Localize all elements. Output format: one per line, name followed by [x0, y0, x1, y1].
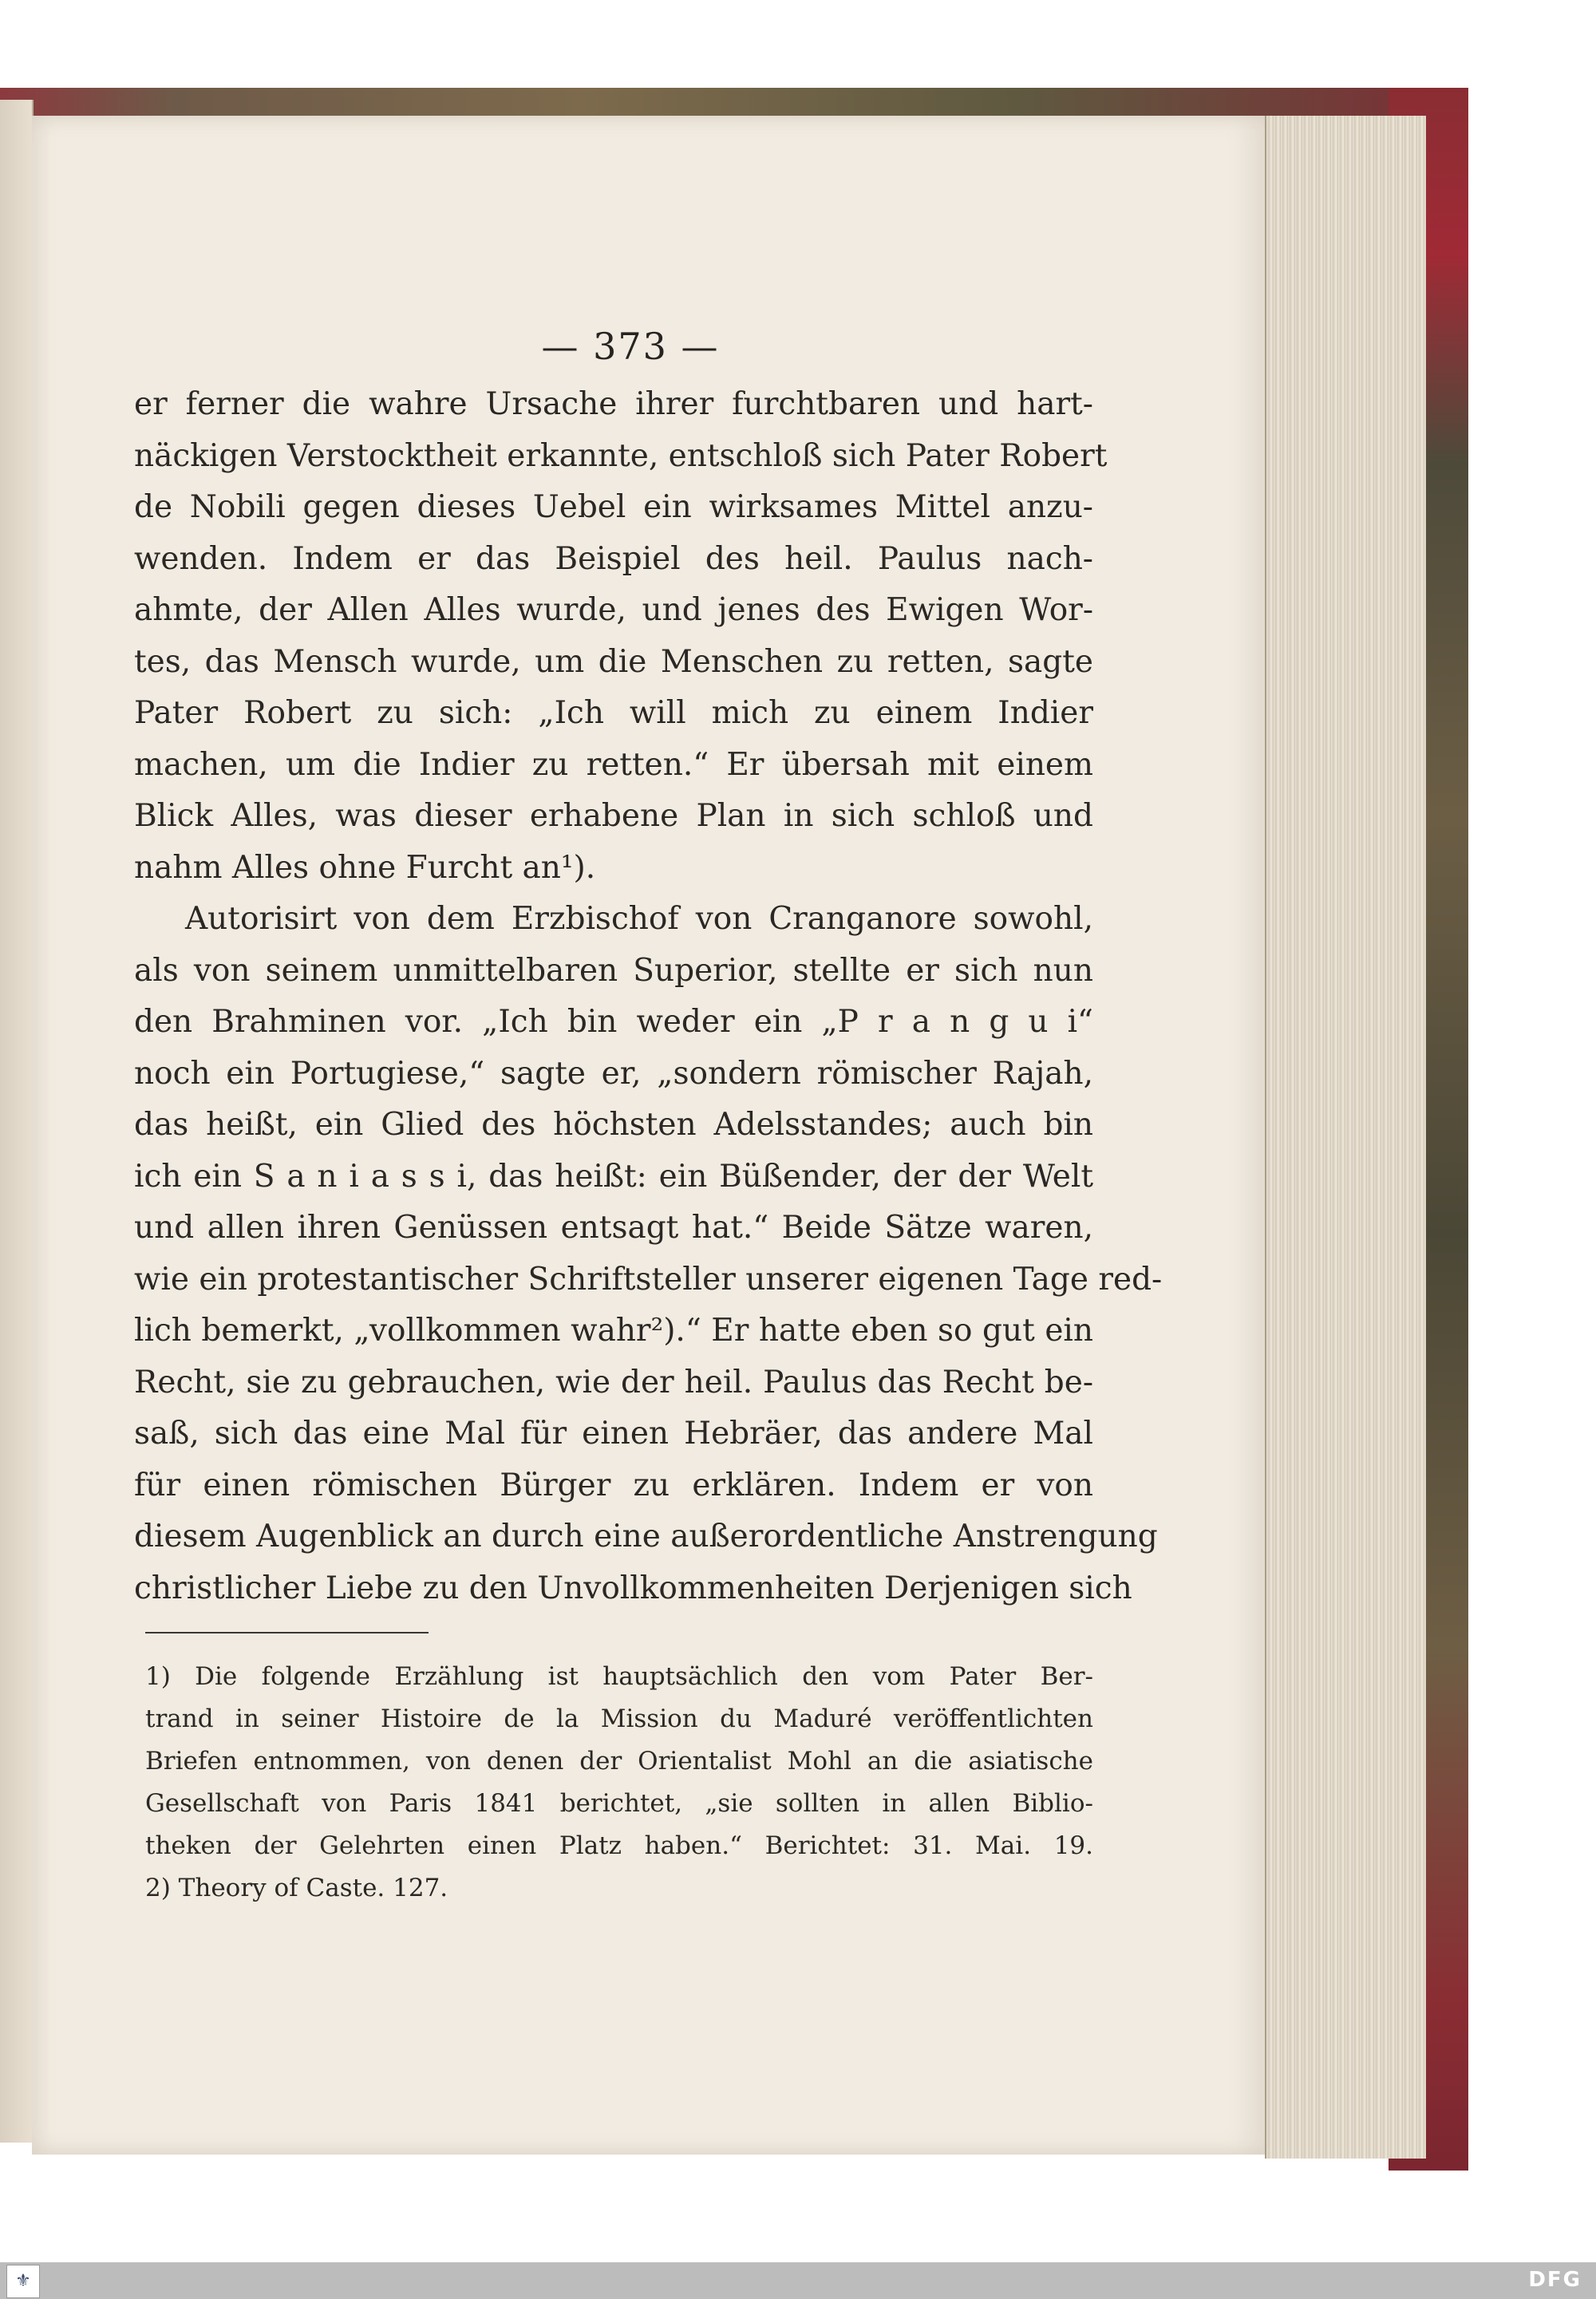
- text-line: für einen römischen Bürger zu erklären. Indem er von: [134, 1467, 1093, 1503]
- text-line: Pater Robert zu sich: „Ich will mich zu einem Indier: [134, 695, 1093, 731]
- text-line: den Brahminen vor. „Ich bin weder ein „P r a n g u i“: [134, 1004, 1093, 1040]
- page-number-header: — 373 —: [541, 325, 720, 368]
- text-line: Blick Alles, was dieser erhabene Plan in sich schloß und: [134, 798, 1093, 834]
- footnote-line: Gesellschaft von Paris 1841 berichtet, „sie sollten in allen Biblio-: [145, 1789, 1093, 1818]
- text-line: Autorisirt von dem Erzbischof von Cranganore sowohl,: [185, 901, 1093, 937]
- footnote-line: trand in seiner Histoire de la Mission du Maduré veröffentlichten: [145, 1704, 1093, 1733]
- text-line: christlicher Liebe zu den Unvollkommenheiten Derjenigen sich: [134, 1570, 1132, 1606]
- footnote-divider: [145, 1632, 429, 1633]
- text-line: noch ein Portugiese,“ sagte er, „sondern römischer Rajah,: [134, 1055, 1093, 1092]
- text-line: tes, das Mensch wurde, um die Menschen zu retten, sagte: [134, 643, 1093, 680]
- footnote-line: 1) Die folgende Erzählung ist hauptsächlich den vom Pater Ber-: [145, 1662, 1093, 1691]
- paragraph-2: [134, 894, 1163, 1614]
- text-line: wenden. Indem er das Beispiel des heil. Paulus nach-: [134, 540, 1093, 577]
- text-line: näckigen Verstocktheit erkannte, entschloß sich Pater Robert: [134, 437, 1108, 474]
- text-line: diesem Augenblick an durch eine außerordentliche Anstrengung: [134, 1519, 1158, 1554]
- text-line: ahmte, der Allen Alles wurde, und jenes des Ewigen Wor-: [134, 592, 1093, 628]
- text-line: als von seinem unmittelbaren Superior, stellte er sich nun: [134, 952, 1093, 989]
- text-line: er ferner die wahre Ursache ihrer furchtbaren und hart-: [134, 386, 1093, 422]
- text-line: und allen ihren Genüssen entsagt hat.“ Beide Sätze waren,: [134, 1210, 1093, 1246]
- paragraph-1: [134, 379, 1108, 894]
- page-stack-edge: [1265, 116, 1426, 2159]
- text-line: das heißt, ein Glied des höchsten Adelsstandes; auch bin: [134, 1107, 1093, 1143]
- footnote-line: theken der Gelehrten einen Platz haben.“ Berichtet: 31. Mai. 19.: [145, 1831, 1093, 1860]
- text-line: wie ein protestantischer Schriftsteller unserer eigenen Tage red-: [134, 1261, 1163, 1298]
- footnote-line: Briefen entnommen, von denen der Orientalist Mohl an die asiatische: [145, 1747, 1093, 1776]
- book-cover-top-edge: [0, 88, 1452, 120]
- text-line: ich ein S a n i a s s i, das heißt: ein Büßender, der der Welt: [134, 1158, 1093, 1195]
- dfg-logo: DFG: [1528, 2268, 1582, 2292]
- text-line: machen, um die Indier zu retten.“ Er übersah mit einem: [134, 746, 1093, 783]
- footnotes: [145, 1656, 1093, 1910]
- viewer-footer-bar: [0, 2262, 1596, 2299]
- text-line: de Nobili gegen dieses Uebel ein wirksames Mittel anzu-: [134, 489, 1093, 525]
- footnote-line: 2) Theory of Caste. 127.: [145, 1874, 448, 1902]
- text-line: saß, sich das eine Mal für einen Hebräer, das andere Mal: [134, 1416, 1093, 1452]
- text-line: nahm Alles ohne Furcht an¹).: [134, 849, 596, 886]
- text-line: Recht, sie zu gebrauchen, wie der heil. Paulus das Recht be-: [134, 1364, 1093, 1400]
- book-page: [32, 116, 1265, 2155]
- body-text: [134, 379, 1163, 1614]
- library-logo-icon: ⚜: [6, 2265, 40, 2298]
- text-line: lich bemerkt, „vollkommen wahr²).“ Er hatte eben so gut ein: [134, 1313, 1093, 1349]
- book-left-edge: [0, 100, 34, 2143]
